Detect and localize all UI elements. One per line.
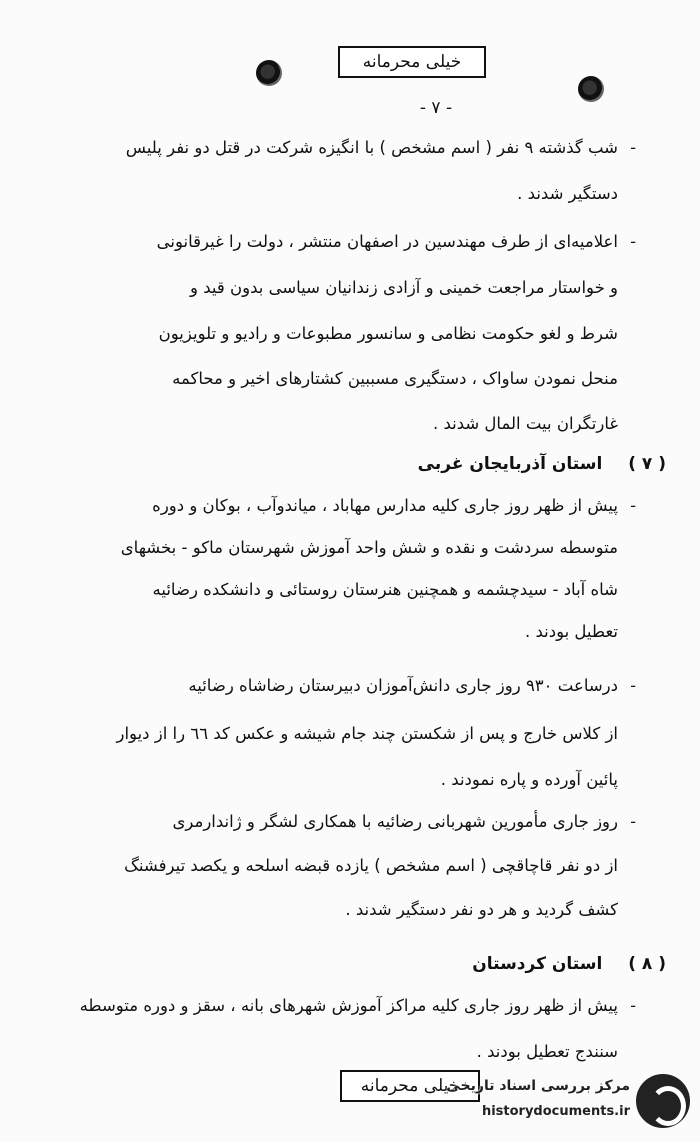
paragraph-line: پائین آورده و پاره نمودند . xyxy=(440,770,618,789)
paragraph-line: اعلامیه‌ای از طرف مهندسین در اصفهان منتشر ، دولت را غیرقانونی xyxy=(156,232,618,251)
watermark-title: مرکز بررسی اسناد تاریخی xyxy=(446,1078,630,1094)
section-heading-8 xyxy=(472,954,666,974)
bullet-dash: - xyxy=(630,996,636,1015)
paragraph-line: دستگیر شدند . xyxy=(517,184,618,203)
punch-hole-left xyxy=(256,60,282,86)
bullet-dash: - xyxy=(630,232,636,251)
paragraph-line: شاه آباد - سیدچشمه و همچنین هنرستان روستائی و دانشکده رضائیه xyxy=(152,580,618,599)
paragraph-line: درساعت ۹۳۰ روز جاری دانش‌آموزان دبیرستان رضاشاه رضائیه xyxy=(188,676,618,695)
paragraph-line: و خواستار مراجعت خمینی و آزادی زندانیان سیاسی بدون قید و xyxy=(190,278,618,297)
classification-stamp-top: خیلی محرمانه xyxy=(338,46,486,78)
section-title: استان آذربایجان غربی xyxy=(417,454,603,474)
paragraph-line: روز جاری مأمورین شهربانی رضائیه با همکاری لشگر و ژاندارمری xyxy=(172,812,618,831)
classification-stamp-bottom: خیلی محرمانه xyxy=(340,1070,480,1102)
bullet-dash: - xyxy=(630,138,636,157)
section-title: استان کردستان xyxy=(472,954,603,974)
bullet-dash: - xyxy=(630,496,636,515)
archive-logo-icon xyxy=(636,1074,690,1128)
paragraph-line: سنندج تعطیل بودند . xyxy=(476,1042,618,1061)
paragraph-line: متوسطه سردشت و نقده و شش واحد آموزش شهرستان ماکو - بخشهای xyxy=(120,538,618,557)
paragraph-line: غارتگران بیت المال شدند . xyxy=(432,414,618,433)
paragraph-line: از دو نفر قاچاقچی ( اسم مشخص ) یازده قبضه اسلحه و یکصد تیرفشنگ xyxy=(124,856,618,875)
paragraph-line: از کلاس خارج و پس از شکستن چند جام شیشه و عکس کد ٦٦ را از دیوار xyxy=(116,724,618,743)
section-number: ( ٨ ) xyxy=(628,954,666,974)
paragraph-line: کشف گردید و هر دو نفر دستگیر شدند . xyxy=(345,900,618,919)
section-heading-7 xyxy=(418,454,666,474)
paragraph-line: پیش از ظهر روز جاری کلیه مراکز آموزش شهرهای بانه ، سقز و دوره متوسطه xyxy=(79,996,618,1015)
bullet-dash: - xyxy=(630,812,636,831)
bullet-dash: - xyxy=(630,676,636,695)
paragraph-line: منحل نمودن ساواک ، دستگیری مسببین کشتارهای اخیر و محاکمه xyxy=(172,369,618,388)
page-number: - ٧ - xyxy=(419,98,453,118)
section-number: ( ٧ ) xyxy=(628,454,666,474)
watermark xyxy=(440,1072,694,1136)
paragraph-line: شب گذشته ۹ نفر ( اسم مشخص ) با انگیزه شرکت در قتل دو نفر پلیس xyxy=(125,138,618,157)
paragraph-line: پیش از ظهر روز جاری کلیه مدارس مهاباد ، میاندوآب ، بوکان و دوره xyxy=(152,496,618,515)
paragraph-line: تعطیل بودند . xyxy=(524,622,618,641)
watermark-url: historydocuments.ir xyxy=(481,1104,630,1119)
paragraph-line: شرط و لغو حکومت نظامی و سانسور مطبوعات و رادیو و تلویزیون xyxy=(158,324,618,343)
